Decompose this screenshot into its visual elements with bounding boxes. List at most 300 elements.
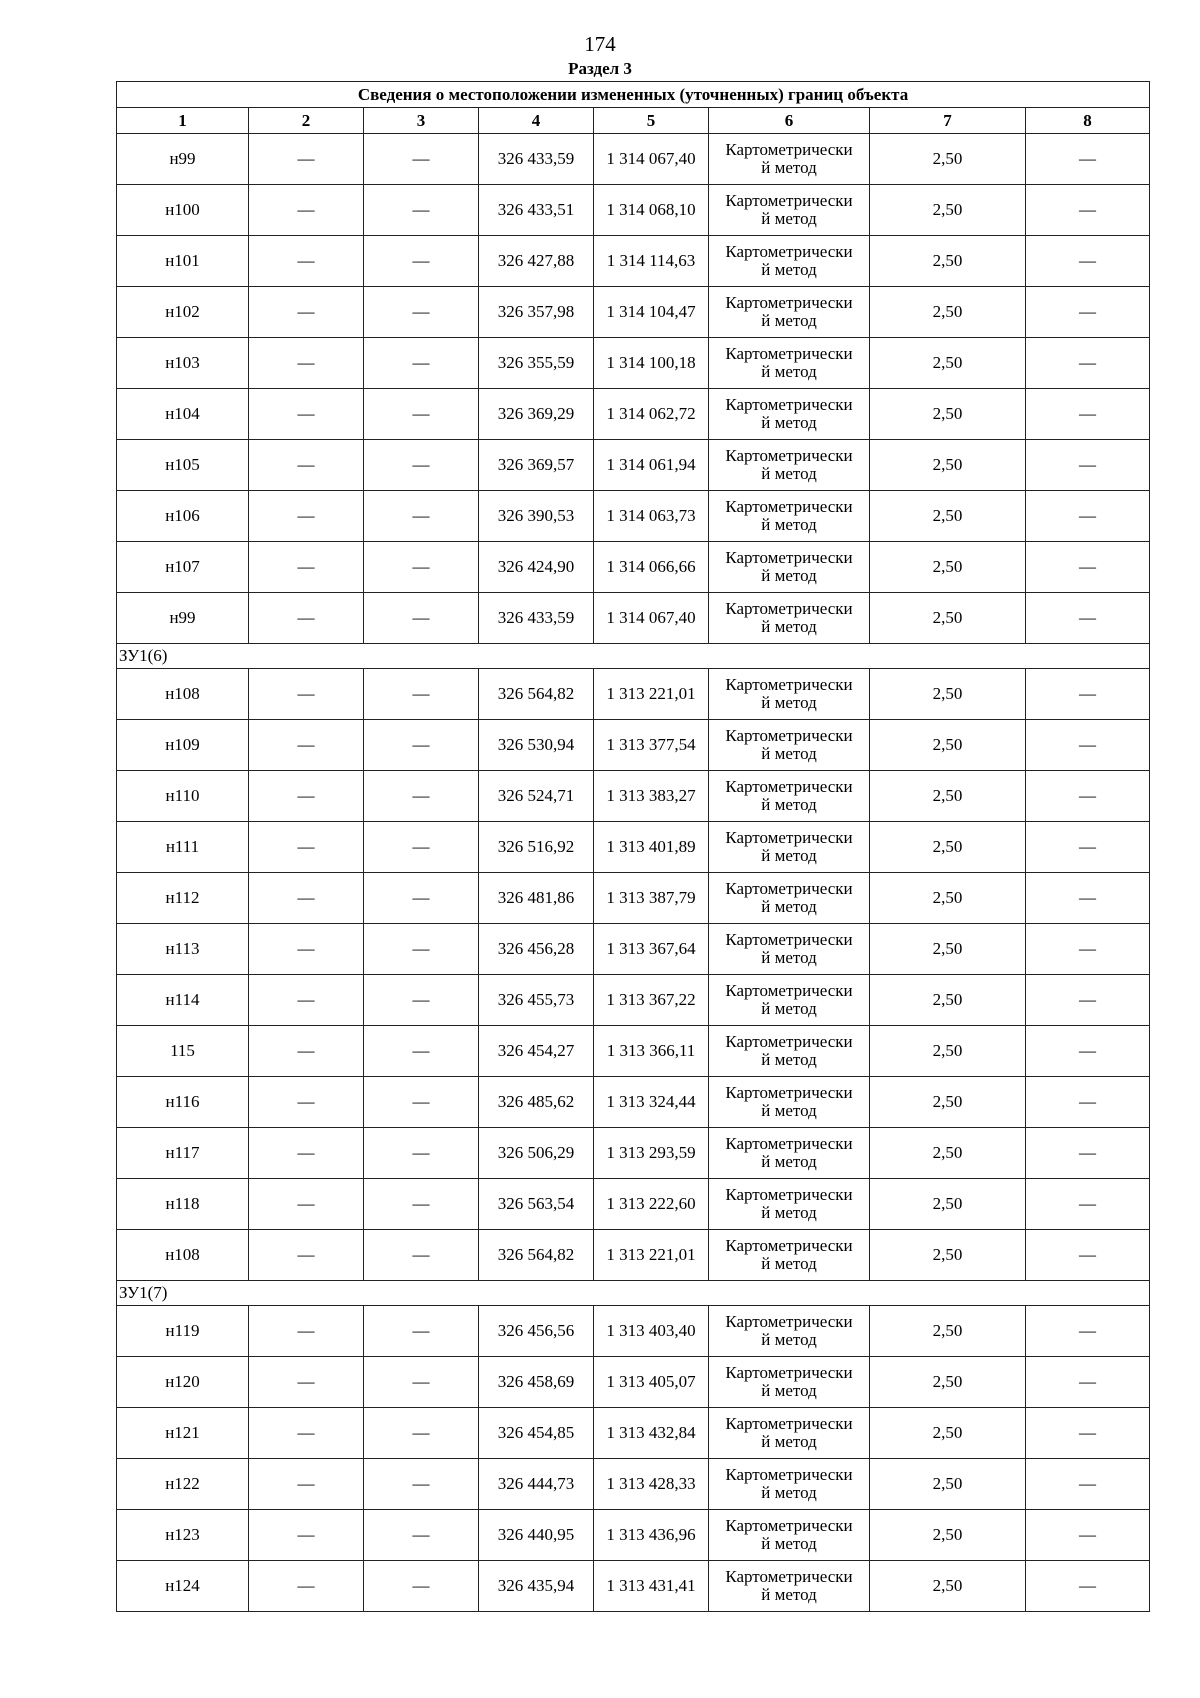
point-name-cell: н108 <box>117 1230 249 1281</box>
accuracy-cell: 2,50 <box>870 873 1026 924</box>
method-text-line: Картометрически <box>725 930 853 949</box>
table-row <box>117 1459 1150 1510</box>
col3-cell: — <box>364 720 479 771</box>
method-text-line: й метод <box>761 1381 817 1400</box>
col3-cell: — <box>364 1230 479 1281</box>
accuracy-cell: 2,50 <box>870 1306 1026 1357</box>
method-text-line: Картометрически <box>725 599 853 618</box>
table-row <box>117 669 1150 720</box>
point-name-cell: н113 <box>117 924 249 975</box>
col8-cell: — <box>1026 440 1150 491</box>
method-text-line: й метод <box>761 999 817 1018</box>
col3-cell: — <box>364 389 479 440</box>
method-text-line: Картометрически <box>725 1185 853 1204</box>
point-name-cell: н104 <box>117 389 249 440</box>
col2-cell: — <box>249 440 364 491</box>
col3-cell: — <box>364 185 479 236</box>
column-header: 2 <box>249 108 364 134</box>
col3-cell: — <box>364 924 479 975</box>
col3-cell: — <box>364 542 479 593</box>
col3-cell: — <box>364 440 479 491</box>
x-coord-cell: 326 455,73 <box>479 975 594 1026</box>
accuracy-cell: 2,50 <box>870 1026 1026 1077</box>
x-coord-cell: 326 424,90 <box>479 542 594 593</box>
method-cell <box>709 440 870 491</box>
coordinates-table <box>116 81 1150 1612</box>
table-row <box>117 822 1150 873</box>
point-name-cell: н103 <box>117 338 249 389</box>
y-coord-cell: 1 313 366,11 <box>594 1026 709 1077</box>
x-coord-cell: 326 355,59 <box>479 338 594 389</box>
method-cell <box>709 1459 870 1510</box>
col8-cell: — <box>1026 1357 1150 1408</box>
method-cell <box>709 1026 870 1077</box>
accuracy-cell: 2,50 <box>870 1230 1026 1281</box>
col3-cell: — <box>364 975 479 1026</box>
x-coord-cell: 326 390,53 <box>479 491 594 542</box>
table-row <box>117 1510 1150 1561</box>
table-row <box>117 771 1150 822</box>
method-text-line: Картометрически <box>725 675 853 694</box>
method-text-line: Картометрически <box>725 1414 853 1433</box>
x-coord-cell: 326 564,82 <box>479 669 594 720</box>
col8-cell: — <box>1026 1128 1150 1179</box>
x-coord-cell: 326 506,29 <box>479 1128 594 1179</box>
col2-cell: — <box>249 491 364 542</box>
method-text-line: Картометрически <box>725 1032 853 1051</box>
method-text-line: Картометрически <box>725 1083 853 1102</box>
col2-cell: — <box>249 1357 364 1408</box>
accuracy-cell: 2,50 <box>870 1408 1026 1459</box>
x-coord-cell: 326 524,71 <box>479 771 594 822</box>
table-row <box>117 720 1150 771</box>
table-header-row <box>117 108 1150 134</box>
method-cell <box>709 134 870 185</box>
table-row <box>117 236 1150 287</box>
method-text-line: Картометрически <box>725 828 853 847</box>
table-row <box>117 389 1150 440</box>
method-text-line: й метод <box>761 566 817 585</box>
method-text-line: Картометрически <box>725 242 853 261</box>
section-label: ЗУ1(7) <box>117 1281 1150 1306</box>
method-text-line: й метод <box>761 846 817 865</box>
accuracy-cell: 2,50 <box>870 389 1026 440</box>
method-cell <box>709 185 870 236</box>
method-cell <box>709 338 870 389</box>
page-number: 174 <box>584 32 616 56</box>
method-text-line: Картометрически <box>725 395 853 414</box>
method-text-line: й метод <box>761 948 817 967</box>
method-cell <box>709 1561 870 1612</box>
table-row <box>117 542 1150 593</box>
method-text-line: й метод <box>761 413 817 432</box>
method-text-line: й метод <box>761 1101 817 1120</box>
method-text-line: Картометрически <box>725 140 853 159</box>
y-coord-cell: 1 313 367,22 <box>594 975 709 1026</box>
accuracy-cell: 2,50 <box>870 924 1026 975</box>
method-cell <box>709 873 870 924</box>
method-text-line: й метод <box>761 311 817 330</box>
point-name-cell: н99 <box>117 593 249 644</box>
table-row <box>117 1561 1150 1612</box>
col8-cell: — <box>1026 1561 1150 1612</box>
col3-cell: — <box>364 593 479 644</box>
col8-cell: — <box>1026 924 1150 975</box>
col3-cell: — <box>364 1179 479 1230</box>
x-coord-cell: 326 456,28 <box>479 924 594 975</box>
col2-cell: — <box>249 720 364 771</box>
col8-cell: — <box>1026 1077 1150 1128</box>
method-cell <box>709 287 870 338</box>
col3-cell: — <box>364 822 479 873</box>
accuracy-cell: 2,50 <box>870 1128 1026 1179</box>
method-text-line: й метод <box>761 158 817 177</box>
table-row <box>117 1230 1150 1281</box>
method-cell <box>709 1077 870 1128</box>
col3-cell: — <box>364 491 479 542</box>
method-text-line: Картометрически <box>725 879 853 898</box>
col2-cell: — <box>249 1179 364 1230</box>
table-row <box>117 287 1150 338</box>
method-text-line: Картометрически <box>725 344 853 363</box>
point-name-cell: н101 <box>117 236 249 287</box>
method-text-line: Картометрически <box>725 446 853 465</box>
accuracy-cell: 2,50 <box>870 185 1026 236</box>
col2-cell: — <box>249 1561 364 1612</box>
section-label: ЗУ1(6) <box>117 644 1150 669</box>
method-text-line: Картометрически <box>725 1134 853 1153</box>
x-coord-cell: 326 433,51 <box>479 185 594 236</box>
x-coord-cell: 326 485,62 <box>479 1077 594 1128</box>
col8-cell: — <box>1026 185 1150 236</box>
col2-cell: — <box>249 1077 364 1128</box>
table-row <box>117 1179 1150 1230</box>
col2-cell: — <box>249 669 364 720</box>
table-row <box>117 924 1150 975</box>
method-text-line: Картометрически <box>725 1236 853 1255</box>
method-text-line: Картометрически <box>725 497 853 516</box>
col8-cell: — <box>1026 1510 1150 1561</box>
col2-cell: — <box>249 1128 364 1179</box>
y-coord-cell: 1 314 066,66 <box>594 542 709 593</box>
point-name-cell: н107 <box>117 542 249 593</box>
x-coord-cell: 326 357,98 <box>479 287 594 338</box>
accuracy-cell: 2,50 <box>870 822 1026 873</box>
x-coord-cell: 326 369,57 <box>479 440 594 491</box>
col8-cell: — <box>1026 975 1150 1026</box>
accuracy-cell: 2,50 <box>870 593 1026 644</box>
y-coord-cell: 1 313 432,84 <box>594 1408 709 1459</box>
point-name-cell: н100 <box>117 185 249 236</box>
method-text-line: й метод <box>761 1152 817 1171</box>
y-coord-cell: 1 314 067,40 <box>594 593 709 644</box>
method-cell <box>709 236 870 287</box>
method-text-line: й метод <box>761 1330 817 1349</box>
method-text-line: й метод <box>761 209 817 228</box>
col3-cell: — <box>364 873 479 924</box>
column-header: 8 <box>1026 108 1150 134</box>
y-coord-cell: 1 314 100,18 <box>594 338 709 389</box>
column-header: 5 <box>594 108 709 134</box>
table-caption-row <box>117 82 1150 108</box>
method-text-line: Картометрически <box>725 726 853 745</box>
table-row <box>117 1077 1150 1128</box>
method-text-line: й метод <box>761 362 817 381</box>
y-coord-cell: 1 313 436,96 <box>594 1510 709 1561</box>
col8-cell: — <box>1026 491 1150 542</box>
col8-cell: — <box>1026 542 1150 593</box>
section-label-row <box>117 1281 1150 1306</box>
table-row <box>117 1408 1150 1459</box>
x-coord-cell: 326 516,92 <box>479 822 594 873</box>
y-coord-cell: 1 314 067,40 <box>594 134 709 185</box>
method-cell <box>709 1306 870 1357</box>
method-cell <box>709 771 870 822</box>
x-coord-cell: 326 481,86 <box>479 873 594 924</box>
method-text-line: й метод <box>761 1534 817 1553</box>
table-row <box>117 338 1150 389</box>
table-row <box>117 1026 1150 1077</box>
method-text-line: й метод <box>761 795 817 814</box>
point-name-cell: н102 <box>117 287 249 338</box>
table-row <box>117 491 1150 542</box>
method-cell <box>709 1230 870 1281</box>
accuracy-cell: 2,50 <box>870 1510 1026 1561</box>
method-text-line: Картометрически <box>725 1465 853 1484</box>
col3-cell: — <box>364 1459 479 1510</box>
col8-cell: — <box>1026 134 1150 185</box>
method-text-line: й метод <box>761 1203 817 1222</box>
col8-cell: — <box>1026 1230 1150 1281</box>
method-text-line: й метод <box>761 617 817 636</box>
method-text-line: й метод <box>761 1585 817 1604</box>
method-text-line: й метод <box>761 515 817 534</box>
col8-cell: — <box>1026 593 1150 644</box>
col2-cell: — <box>249 287 364 338</box>
col8-cell: — <box>1026 873 1150 924</box>
accuracy-cell: 2,50 <box>870 236 1026 287</box>
point-name-cell: н105 <box>117 440 249 491</box>
point-name-cell: н114 <box>117 975 249 1026</box>
method-text-line: Картометрически <box>725 1567 853 1586</box>
col3-cell: — <box>364 1561 479 1612</box>
col2-cell: — <box>249 1408 364 1459</box>
accuracy-cell: 2,50 <box>870 542 1026 593</box>
point-name-cell: н120 <box>117 1357 249 1408</box>
point-name-cell: н109 <box>117 720 249 771</box>
col8-cell: — <box>1026 1459 1150 1510</box>
y-coord-cell: 1 313 403,40 <box>594 1306 709 1357</box>
method-cell <box>709 669 870 720</box>
method-text-line: Картометрически <box>725 191 853 210</box>
col3-cell: — <box>364 1510 479 1561</box>
point-name-cell: н123 <box>117 1510 249 1561</box>
accuracy-cell: 2,50 <box>870 1077 1026 1128</box>
x-coord-cell: 326 369,29 <box>479 389 594 440</box>
point-name-cell: н118 <box>117 1179 249 1230</box>
x-coord-cell: 326 440,95 <box>479 1510 594 1561</box>
point-name-cell: н112 <box>117 873 249 924</box>
accuracy-cell: 2,50 <box>870 720 1026 771</box>
y-coord-cell: 1 313 222,60 <box>594 1179 709 1230</box>
method-text-line: й метод <box>761 1254 817 1273</box>
col2-cell: — <box>249 1306 364 1357</box>
col2-cell: — <box>249 389 364 440</box>
col2-cell: — <box>249 975 364 1026</box>
table-row <box>117 1306 1150 1357</box>
table-row <box>117 593 1150 644</box>
col2-cell: — <box>249 338 364 389</box>
method-cell <box>709 1510 870 1561</box>
accuracy-cell: 2,50 <box>870 440 1026 491</box>
col8-cell: — <box>1026 389 1150 440</box>
x-coord-cell: 326 435,94 <box>479 1561 594 1612</box>
col8-cell: — <box>1026 1306 1150 1357</box>
col3-cell: — <box>364 669 479 720</box>
y-coord-cell: 1 313 401,89 <box>594 822 709 873</box>
col8-cell: — <box>1026 1026 1150 1077</box>
col3-cell: — <box>364 1077 479 1128</box>
col8-cell: — <box>1026 287 1150 338</box>
section-title: Раздел 3 <box>568 59 632 78</box>
column-header: 4 <box>479 108 594 134</box>
y-coord-cell: 1 313 367,64 <box>594 924 709 975</box>
method-text-line: Картометрически <box>725 1516 853 1535</box>
method-text-line: Картометрически <box>725 293 853 312</box>
x-coord-cell: 326 456,56 <box>479 1306 594 1357</box>
method-text-line: й метод <box>761 744 817 763</box>
x-coord-cell: 326 454,27 <box>479 1026 594 1077</box>
y-coord-cell: 1 314 063,73 <box>594 491 709 542</box>
accuracy-cell: 2,50 <box>870 771 1026 822</box>
accuracy-cell: 2,50 <box>870 1459 1026 1510</box>
col2-cell: — <box>249 1230 364 1281</box>
column-header: 3 <box>364 108 479 134</box>
y-coord-cell: 1 313 293,59 <box>594 1128 709 1179</box>
col3-cell: — <box>364 1026 479 1077</box>
method-text-line: й метод <box>761 693 817 712</box>
table-caption: Сведения о местоположении измененных (уточненных) границ объекта <box>117 82 1150 108</box>
col2-cell: — <box>249 1026 364 1077</box>
y-coord-cell: 1 313 221,01 <box>594 1230 709 1281</box>
method-cell <box>709 924 870 975</box>
accuracy-cell: 2,50 <box>870 491 1026 542</box>
y-coord-cell: 1 314 061,94 <box>594 440 709 491</box>
point-name-cell: н99 <box>117 134 249 185</box>
method-cell <box>709 593 870 644</box>
col2-cell: — <box>249 134 364 185</box>
method-text-line: й метод <box>761 1432 817 1451</box>
col3-cell: — <box>364 236 479 287</box>
method-cell <box>709 542 870 593</box>
col2-cell: — <box>249 236 364 287</box>
table-row <box>117 975 1150 1026</box>
x-coord-cell: 326 564,82 <box>479 1230 594 1281</box>
accuracy-cell: 2,50 <box>870 1561 1026 1612</box>
col3-cell: — <box>364 1306 479 1357</box>
x-coord-cell: 326 444,73 <box>479 1459 594 1510</box>
method-text-line: Картометрически <box>725 981 853 1000</box>
method-text-line: Картометрически <box>725 548 853 567</box>
method-text-line: й метод <box>761 897 817 916</box>
point-name-cell: н121 <box>117 1408 249 1459</box>
point-name-cell: н119 <box>117 1306 249 1357</box>
col8-cell: — <box>1026 720 1150 771</box>
col8-cell: — <box>1026 771 1150 822</box>
y-coord-cell: 1 313 405,07 <box>594 1357 709 1408</box>
method-cell <box>709 1179 870 1230</box>
point-name-cell: н106 <box>117 491 249 542</box>
col2-cell: — <box>249 1510 364 1561</box>
table-row <box>117 1357 1150 1408</box>
table-row <box>117 1128 1150 1179</box>
point-name-cell: н110 <box>117 771 249 822</box>
y-coord-cell: 1 314 104,47 <box>594 287 709 338</box>
col2-cell: — <box>249 1459 364 1510</box>
method-text-line: й метод <box>761 260 817 279</box>
y-coord-cell: 1 314 114,63 <box>594 236 709 287</box>
method-text-line: Картометрически <box>725 777 853 796</box>
col8-cell: — <box>1026 236 1150 287</box>
table-row <box>117 134 1150 185</box>
method-text-line: й метод <box>761 1050 817 1069</box>
table-row <box>117 185 1150 236</box>
y-coord-cell: 1 313 324,44 <box>594 1077 709 1128</box>
method-text-line: Картометрически <box>725 1363 853 1382</box>
accuracy-cell: 2,50 <box>870 975 1026 1026</box>
accuracy-cell: 2,50 <box>870 338 1026 389</box>
x-coord-cell: 326 458,69 <box>479 1357 594 1408</box>
col2-cell: — <box>249 873 364 924</box>
method-text-line: й метод <box>761 464 817 483</box>
x-coord-cell: 326 530,94 <box>479 720 594 771</box>
method-cell <box>709 975 870 1026</box>
accuracy-cell: 2,50 <box>870 134 1026 185</box>
x-coord-cell: 326 433,59 <box>479 134 594 185</box>
method-cell <box>709 389 870 440</box>
section-label-row <box>117 644 1150 669</box>
column-header: 1 <box>117 108 249 134</box>
y-coord-cell: 1 313 221,01 <box>594 669 709 720</box>
col2-cell: — <box>249 822 364 873</box>
col3-cell: — <box>364 771 479 822</box>
y-coord-cell: 1 313 383,27 <box>594 771 709 822</box>
col3-cell: — <box>364 287 479 338</box>
y-coord-cell: 1 313 431,41 <box>594 1561 709 1612</box>
method-cell <box>709 822 870 873</box>
col2-cell: — <box>249 185 364 236</box>
y-coord-cell: 1 314 062,72 <box>594 389 709 440</box>
x-coord-cell: 326 433,59 <box>479 593 594 644</box>
y-coord-cell: 1 313 428,33 <box>594 1459 709 1510</box>
x-coord-cell: 326 427,88 <box>479 236 594 287</box>
col2-cell: — <box>249 771 364 822</box>
point-name-cell: н111 <box>117 822 249 873</box>
point-name-cell: н122 <box>117 1459 249 1510</box>
method-cell <box>709 491 870 542</box>
col3-cell: — <box>364 1357 479 1408</box>
y-coord-cell: 1 314 068,10 <box>594 185 709 236</box>
column-header: 7 <box>870 108 1026 134</box>
point-name-cell: н124 <box>117 1561 249 1612</box>
y-coord-cell: 1 313 387,79 <box>594 873 709 924</box>
col2-cell: — <box>249 593 364 644</box>
method-text-line: Картометрически <box>725 1312 853 1331</box>
col8-cell: — <box>1026 1179 1150 1230</box>
x-coord-cell: 326 563,54 <box>479 1179 594 1230</box>
accuracy-cell: 2,50 <box>870 1357 1026 1408</box>
method-cell <box>709 1357 870 1408</box>
